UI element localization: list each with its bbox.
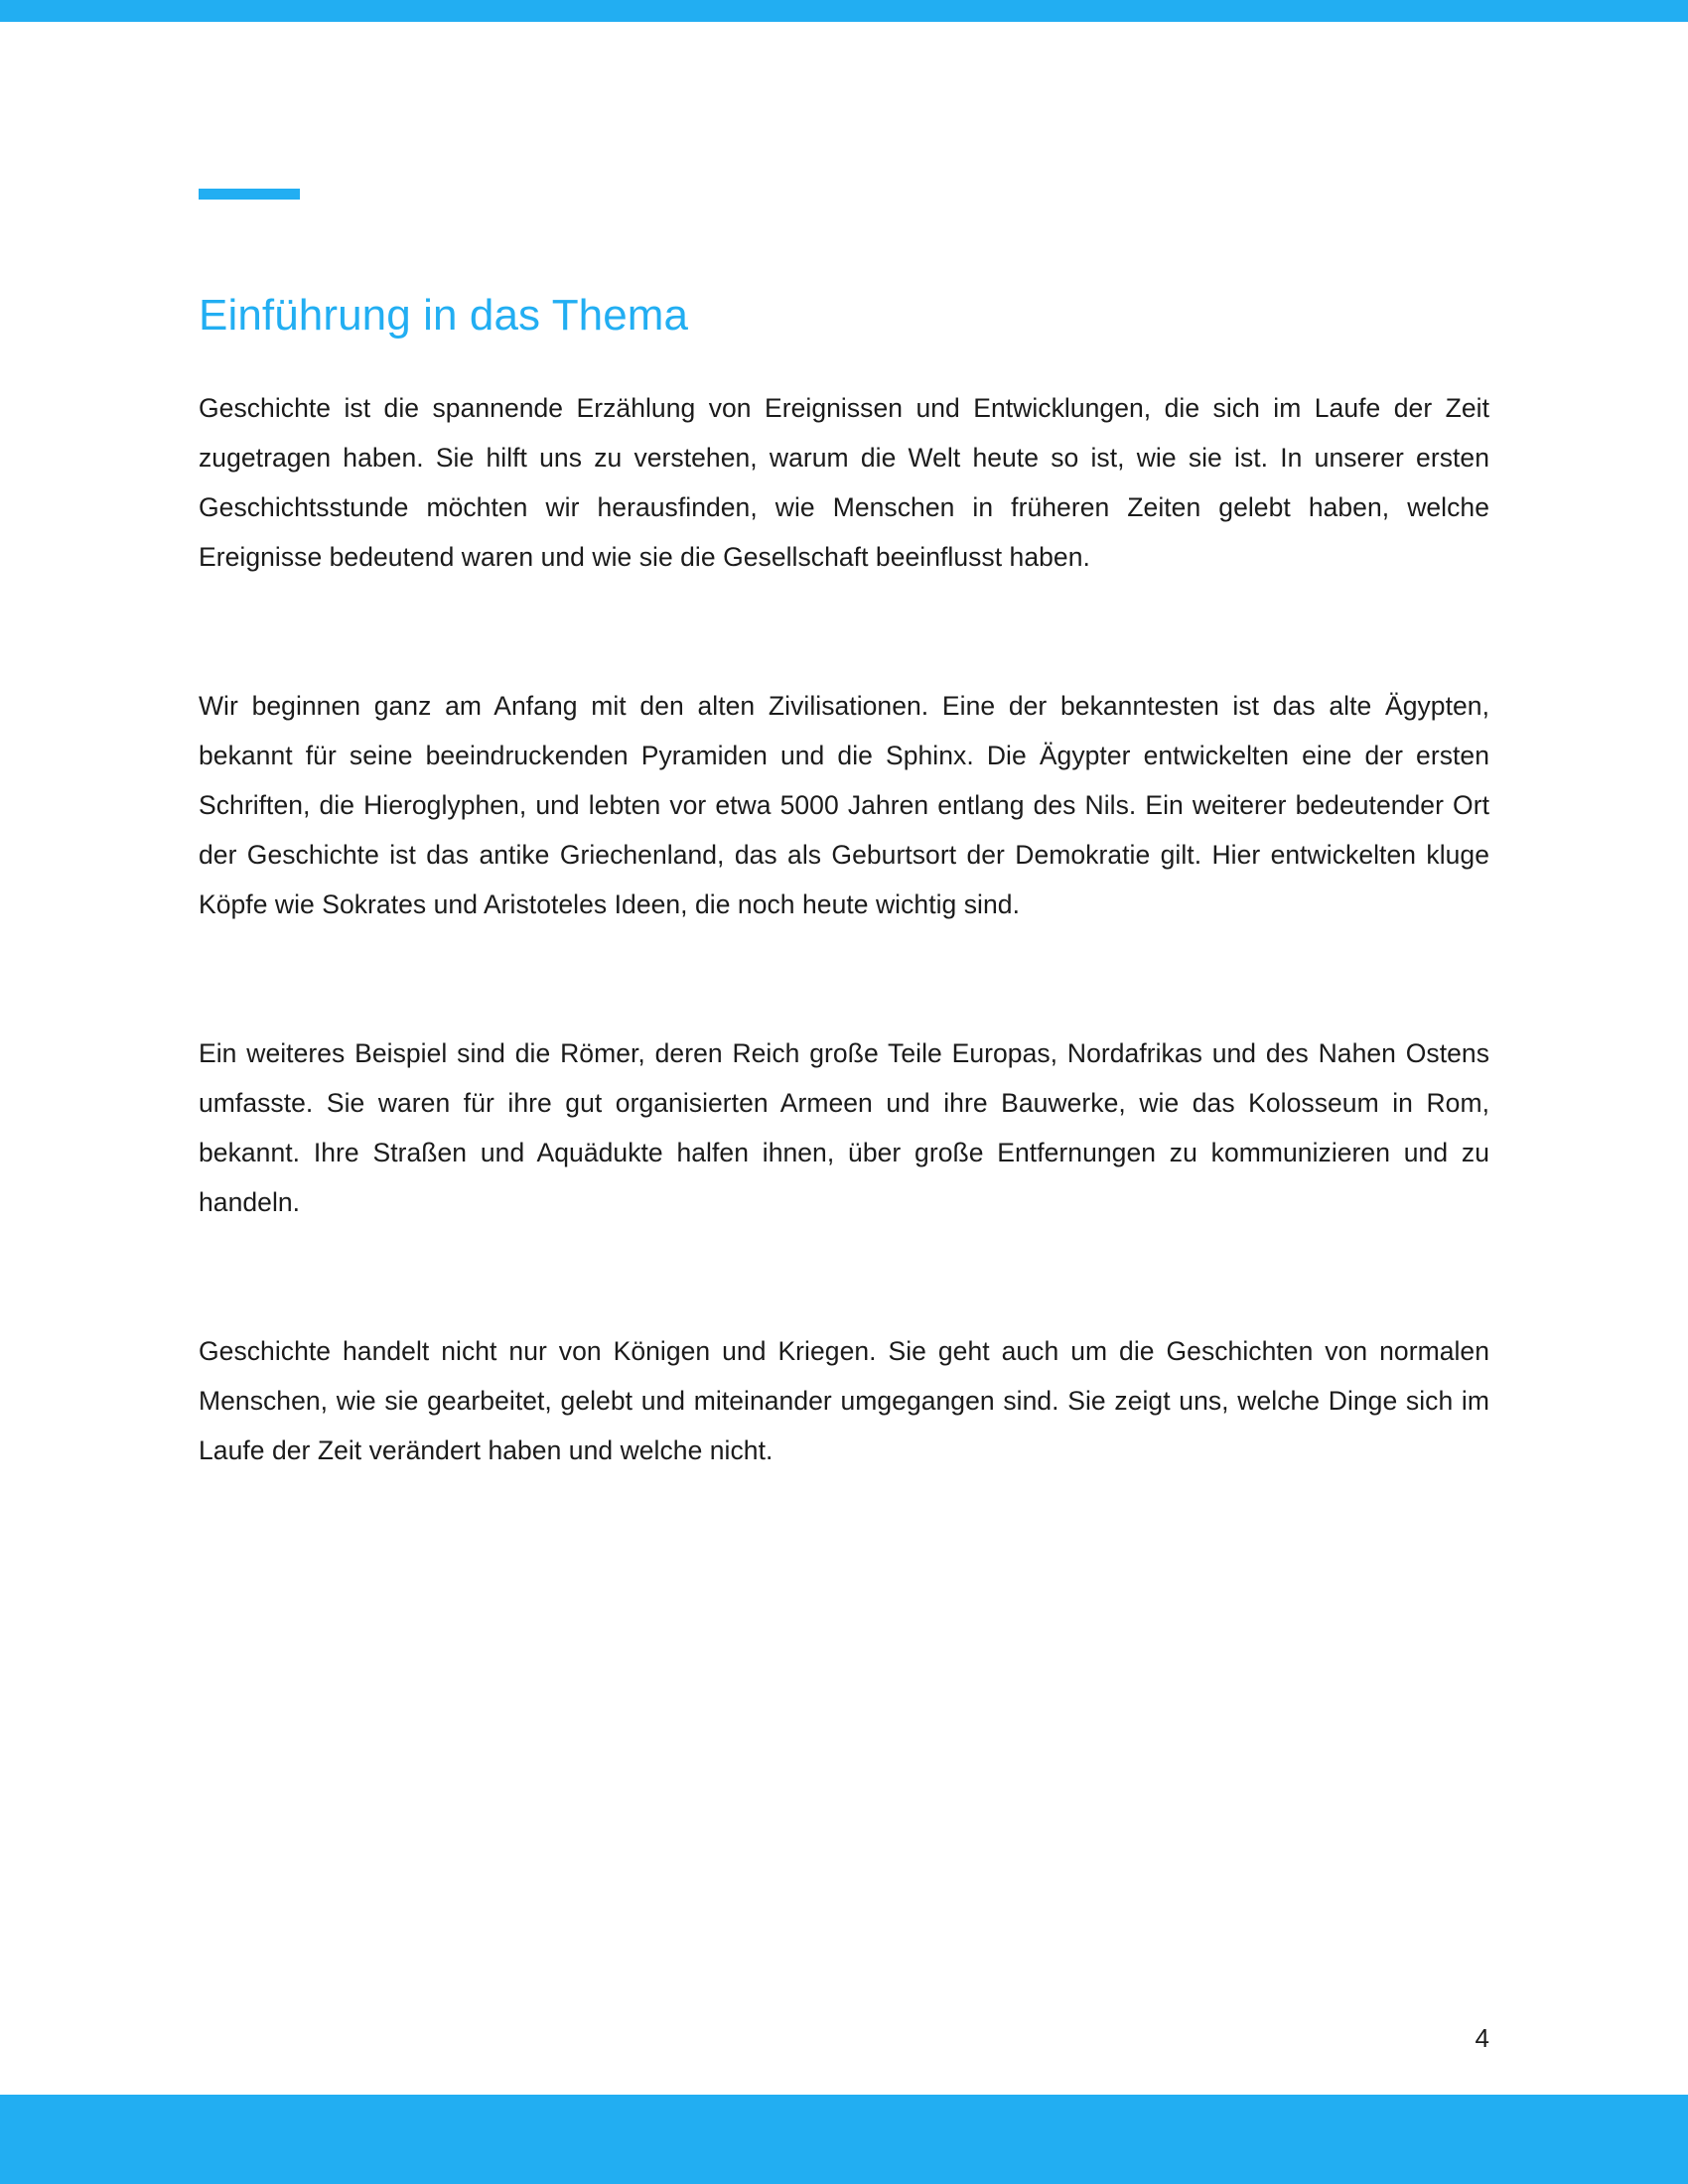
page-content — [199, 0, 1489, 2053]
title-accent-rule — [199, 189, 300, 200]
bottom-accent-band — [0, 2095, 1688, 2184]
body-paragraph-4: Geschichte handelt nicht nur von Königen und Kriegen. Sie geht auch um die Geschichten von normalen Menschen, wie sie gearbeitet, gelebt und miteinander umgegangen sind. Sie zeigt uns, welche Dinge sich im Laufe der Zeit verändert haben und welche nicht. — [199, 1336, 1489, 1466]
body-paragraph-1: Geschichte ist die spannende Erzählung von Ereignissen und Entwicklungen, die sich im Laufe der Zeit zugetragen haben. Sie hilft uns zu verstehen, warum die Welt heute so ist, wie sie ist. In unserer ersten Geschichtsstunde möchten wir herausfinden, wie Menschen in früheren Zeiten gelebt haben, welche Ereignisse bedeutend waren und wie sie die Gesellschaft beeinflusst haben. — [199, 393, 1489, 573]
body-paragraph-2: Wir beginnen ganz am Anfang mit den alten Zivilisationen. Eine der bekanntesten ist das alte Ägypten, bekannt für seine beeindruckenden Pyramiden und die Sphinx. Die Ägypter entwickelten eine der ersten Schriften, die Hieroglyphen, und lebten vor etwa 5000 Jahren entlang des Nils. Ein weiterer bedeutender Ort der Geschichte ist das antike Griechenland, das als Geburtsort der Demokratie gilt. Hier entwickelten kluge Köpfe wie Sokrates und Aristoteles Ideen, die noch heute wichtig sind. — [199, 691, 1489, 920]
page-number: 4 — [1475, 2023, 1489, 2053]
body-paragraph-3: Ein weiteres Beispiel sind die Römer, deren Reich große Teile Europas, Nordafrikas und des Nahen Ostens umfasste. Sie waren für ihre gut organisierten Armeen und ihre Bauwerke, wie das Kolosseum in Rom, bekannt. Ihre Straßen und Aquädukte halfen ihnen, über große Entfernungen zu kommunizieren und zu handeln. — [199, 1038, 1489, 1218]
page-title: Einführung in das Thema — [199, 291, 689, 340]
